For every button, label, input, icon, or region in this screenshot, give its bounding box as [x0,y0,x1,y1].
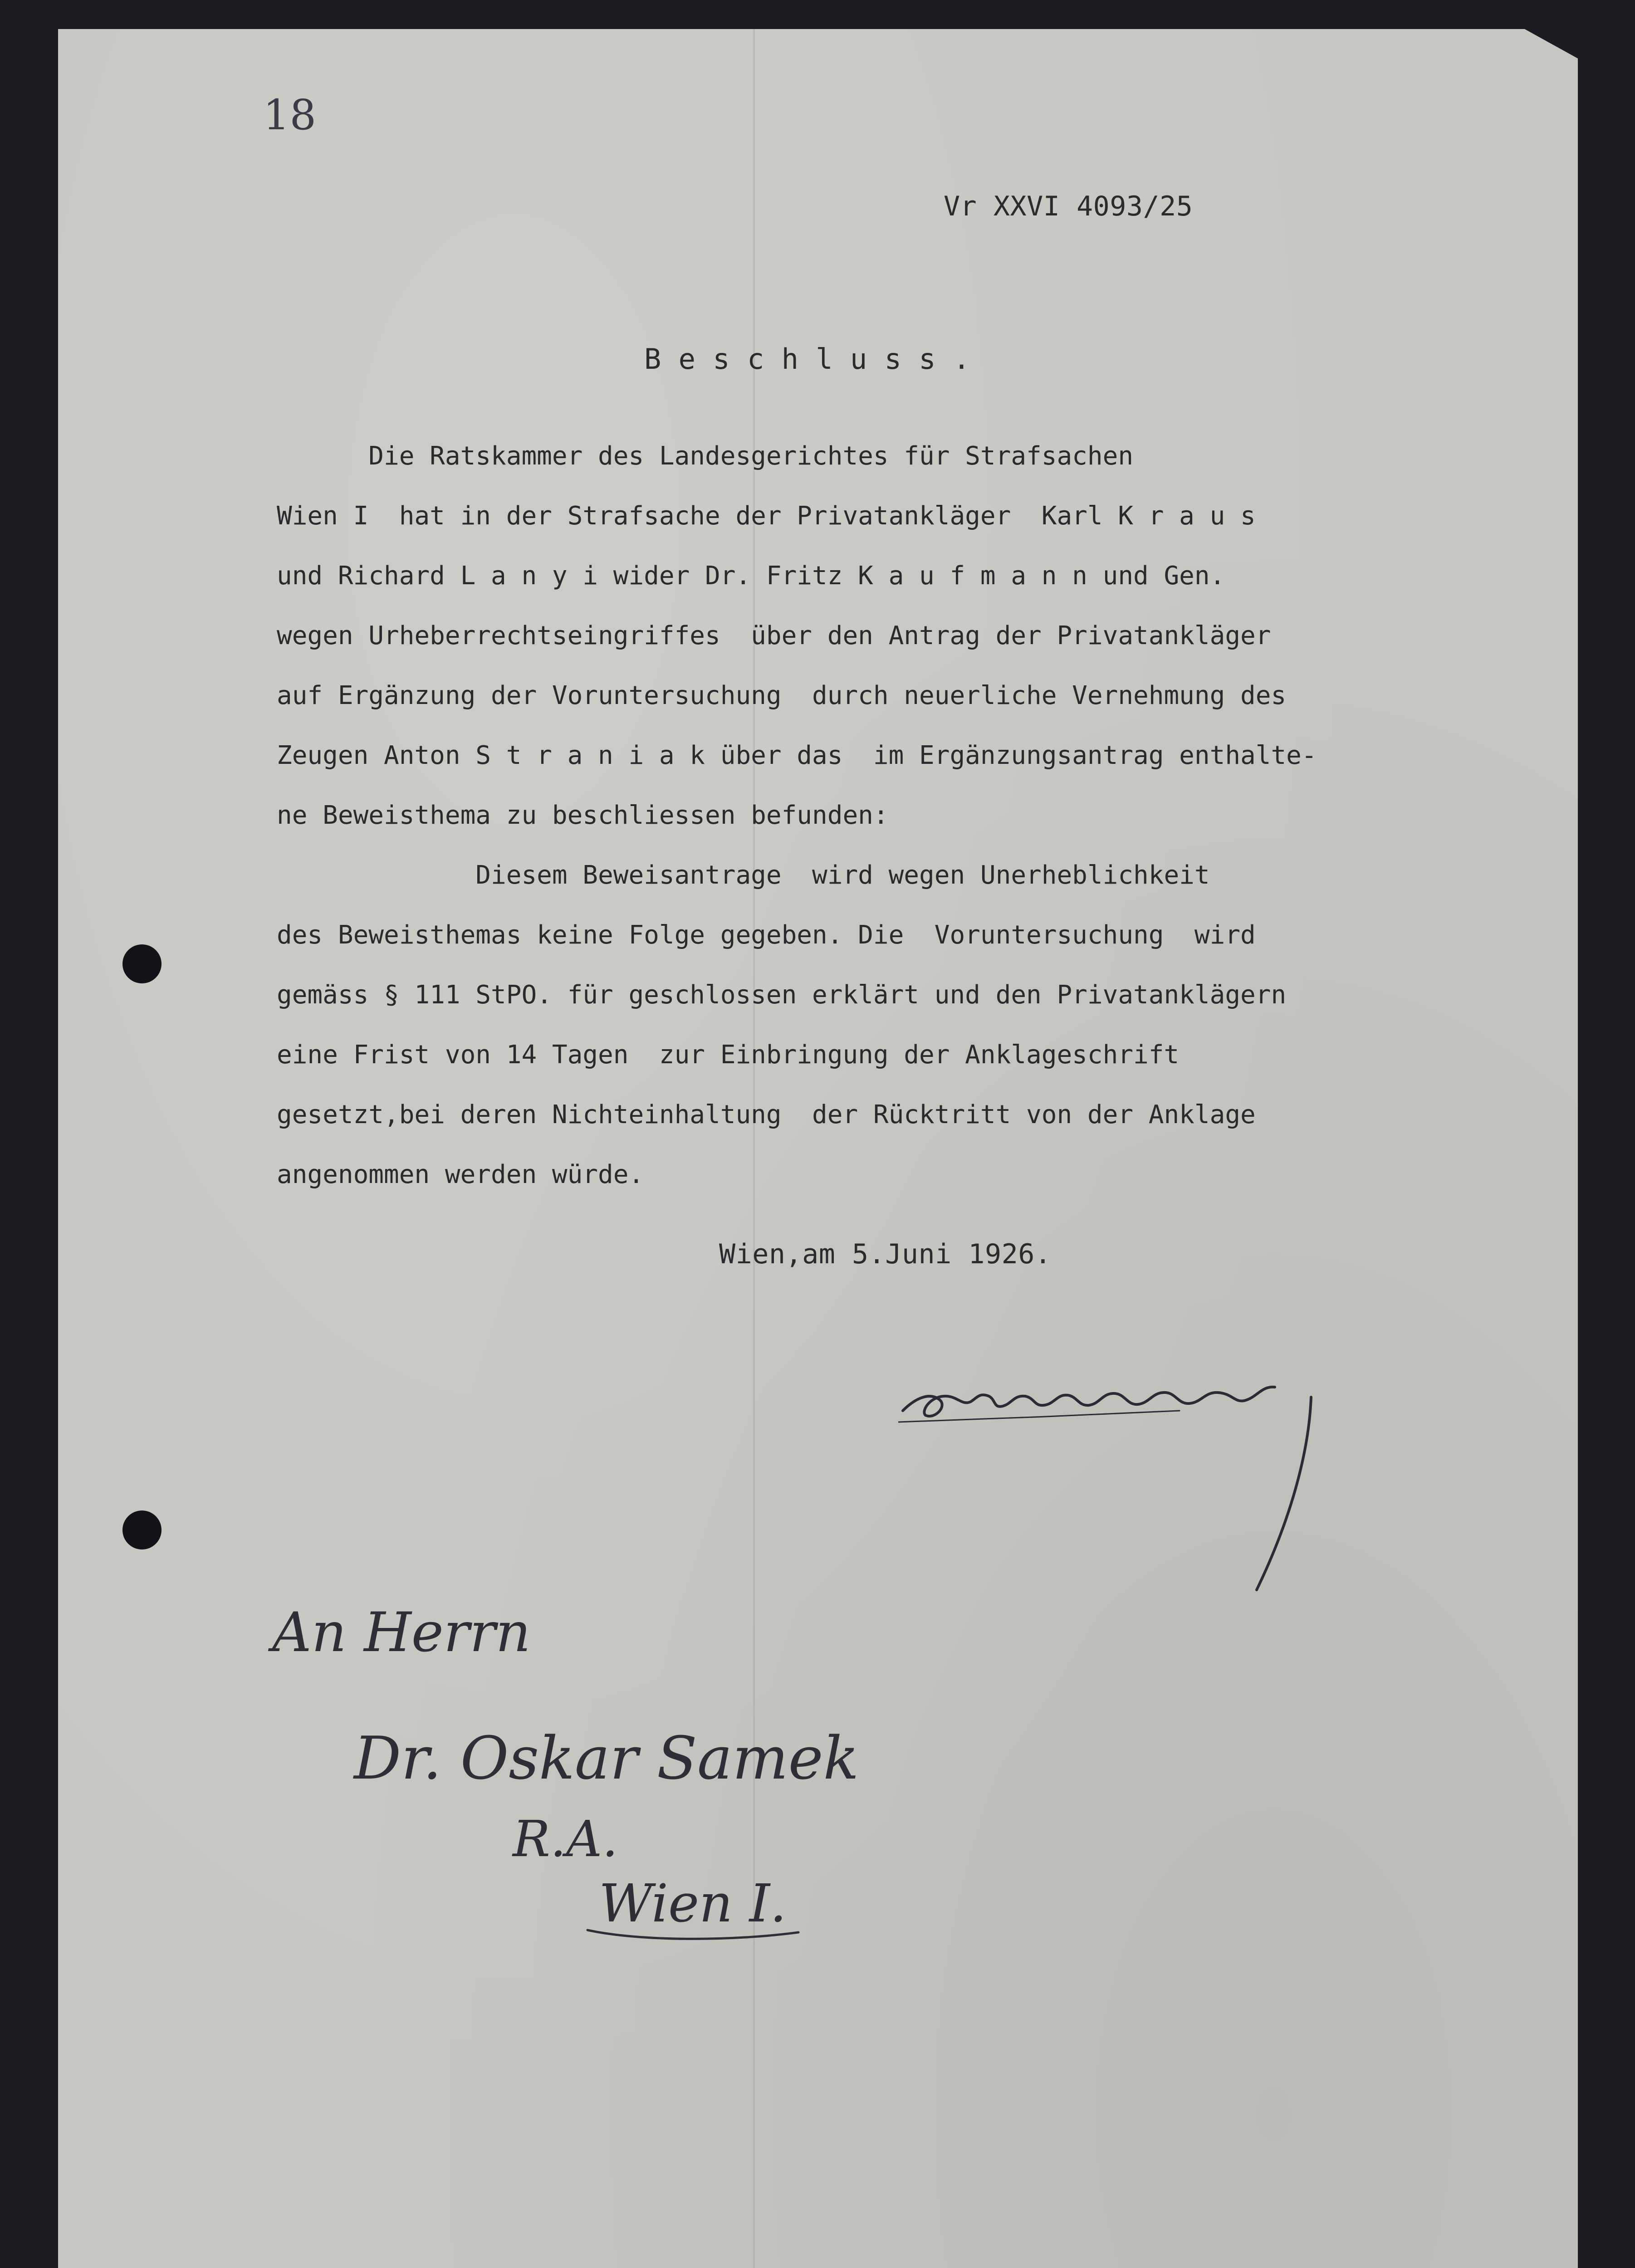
date-line: Wien,am 5.Juni 1926. [719,1238,1052,1270]
page-number: 18 [263,91,317,139]
body-line: ne Beweisthema zu beschliessen befunden: [277,801,889,830]
punch-hole-lower [122,1510,162,1549]
body-line: und Richard L a n y i wider Dr. Fritz K a u f m a n n und Gen. [277,561,1225,591]
address-underline [585,1916,803,1944]
body-line: wegen Urheberrechtseingriffes über den Antrag der Privatankläger [277,621,1271,650]
punch-hole-upper [122,944,162,983]
document-title: B e s c h l u s s . [644,342,970,376]
file-reference: Vr XXVI 4093/25 [944,191,1193,222]
body-line: Zeugen Anton S t r a n i a k über das im Ergänzungsantrag enthalte- [277,741,1317,770]
address-salutation: An Herrn [272,1601,531,1664]
body-line: gemäss § 111 StPO. für geschlossen erklärt und den Privatanklägern [277,980,1287,1010]
body-line: Diesem Beweisantrage wird wegen Unerheblichkeit [277,860,1210,890]
body-line: Die Ratskammer des Landesgerichtes für Strafsachen [277,441,1134,471]
address-city: Wien I. [599,1873,787,1934]
body-line: eine Frist von 14 Tagen zur Einbringung der Anklageschrift [277,1040,1180,1070]
body-line: Wien I hat in der Strafsache der Privatankläger Karl K r a u s [277,501,1256,531]
address-name: Dr. Oskar Samek [354,1724,859,1793]
signature-image [898,1343,1334,1597]
body-line: auf Ergänzung der Voruntersuchung durch neuerliche Vernehmung des [277,681,1287,710]
body-line: gesetzt,bei deren Nichteinhaltung der Rücktritt von der Anklage [277,1100,1256,1129]
body-line: angenommen werden würde. [277,1160,644,1189]
body-line: des Beweisthemas keine Folge gegeben. Die Voruntersuchung wird [277,920,1256,950]
decision-body [277,426,1538,1205]
address-title: R.A. [513,1810,618,1868]
